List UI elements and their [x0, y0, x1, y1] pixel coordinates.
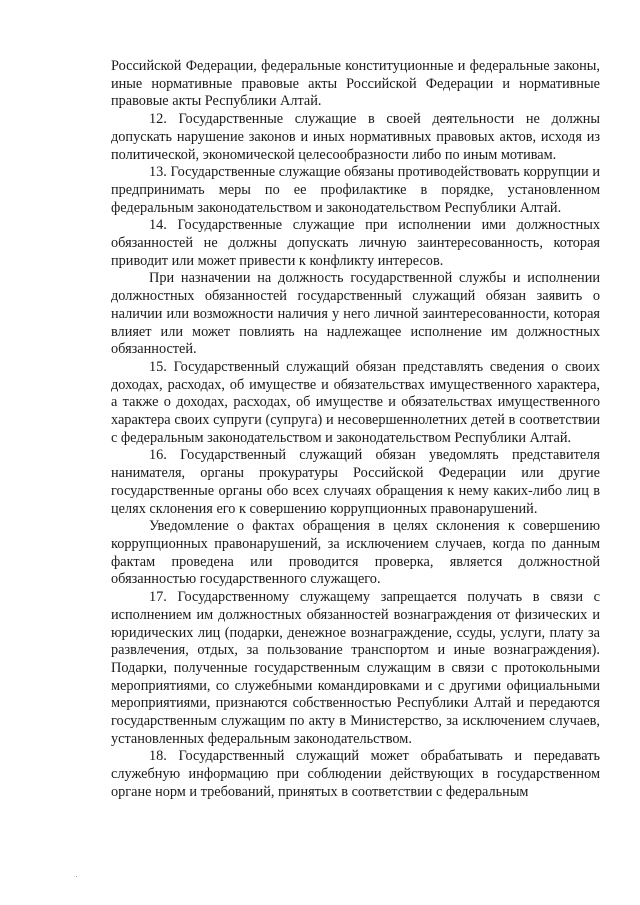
- paragraph-item-18: 18. Государственный служащий может обрабатывать и передавать служебную информацию при соблюдении действующих в государственном органе норм и требований, принятых в соответствии с федеральным: [111, 748, 600, 800]
- paragraph-item-17: 17. Государственному служащему запрещается получать в связи с исполнением им должностных обязанностей вознаграждения от физических и юридических лиц (подарки, денежное вознаграждение, ссуды, услуги, плату за развлечения, отдых, за пользование транспортом и иные вознаграждения). Подарки, полученные государственным служащим в связи с протокольными мероприятиями, со служебными командировками и с другими официальными мероприятиями, признаются собственностью Республики Алтай и передаются государственным служащим по акту в Министерство, за исключением случаев, установленных федеральным законодательством.: [111, 589, 600, 747]
- paragraph-item-16-notification: Уведомление о фактах обращения в целях склонения к совершению коррупционных правонарушений, за исключением случаев, когда по данным фактам проведена или проводится проверка, является должностной обязанностью государственного служащего.: [111, 518, 600, 588]
- paragraph-item-12: 12. Государственные служащие в своей деятельности не должны допускать нарушение законов и иных нормативных правовых актов, исходя из политической, экономической целесообразности либо по иным мотивам.: [111, 111, 600, 163]
- paragraph-item-14: 14. Государственные служащие при исполнении ими должностных обязанностей не должны допускать личную заинтересованность, которая приводит или может привести к конфликту интересов.: [111, 217, 600, 269]
- paragraph-item-13: 13. Государственные служащие обязаны противодействовать коррупции и предпринимать меры по ее профилактике в порядке, установленном федеральным законодательством и законодательством Республики Алтай.: [111, 164, 600, 216]
- paragraph-item-16: 16. Государственный служащий обязан уведомлять представителя нанимателя, органы прокуратуры Российской Федерации или другие государственные органы обо всех случаях обращения к нему каких-либо лиц в целях склонения его к совершению коррупционных правонарушений.: [111, 447, 600, 517]
- scan-speck: [76, 876, 77, 877]
- paragraph-item-14-appointment: При назначении на должность государственной службы и исполнении должностных обязанностей государственный служащий обязан заявить о наличии или возможности наличия у него личной заинтересованности, которая влияет или может повлиять на надлежащее исполнение им должностных обязанностей.: [111, 270, 600, 358]
- document-body: [111, 58, 600, 802]
- paragraph-continuation: Российской Федерации, федеральные конституционные и федеральные законы, иные нормативные правовые акты Российской Федерации и нормативные правовые акты Республики Алтай.: [111, 58, 600, 110]
- paragraph-item-15: 15. Государственный служащий обязан представлять сведения о своих доходах, расходах, об имуществе и обязательствах имущественного характера, а также о доходах, расходах, об имуществе и обязательствах имущественного характера своих супруги (супруга) и несовершеннолетних детей в соответствии с федеральным законодательством и законодательством Республики Алтай.: [111, 358, 600, 446]
